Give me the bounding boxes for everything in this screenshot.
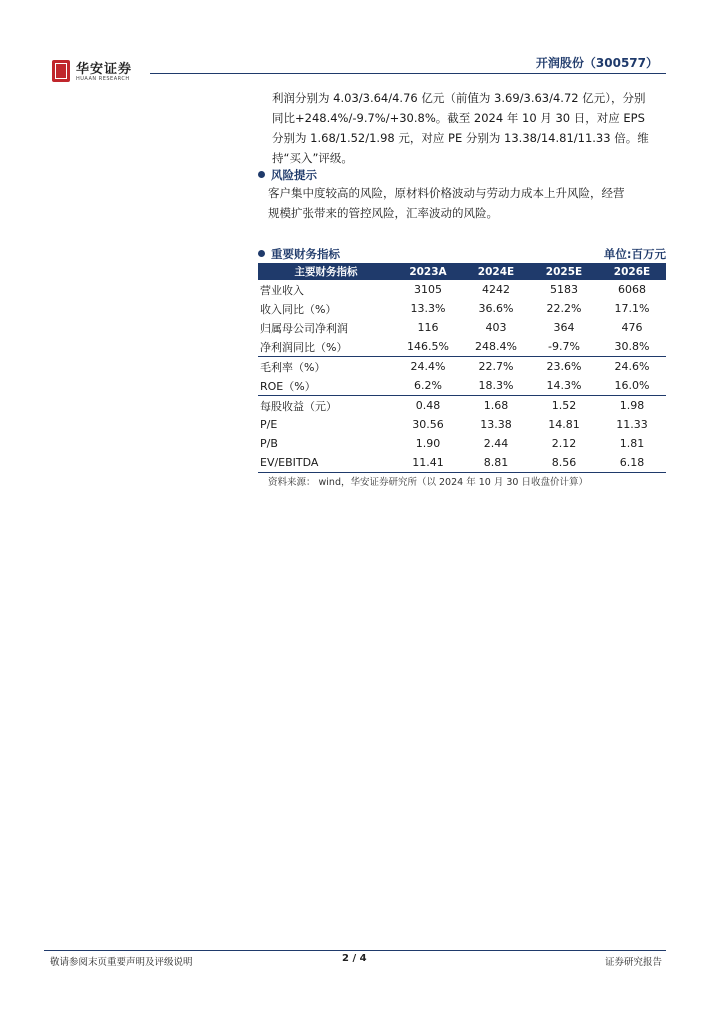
huaan-logo (52, 58, 148, 86)
table-cell: 248.4% (475, 340, 517, 353)
table-cell: 30.56 (412, 418, 444, 431)
table-cell: 476 (621, 321, 643, 334)
table-row (258, 299, 666, 318)
risk-paragraph (268, 183, 660, 223)
risk-heading (258, 167, 317, 183)
row-label: 毛利率（%） (258, 357, 394, 377)
table-cell: 11.33 (616, 418, 648, 431)
table-cell: 0.48 (394, 396, 462, 416)
table-row (258, 415, 666, 434)
table-row (258, 318, 666, 337)
source-note: 资料来源： wind，华安证券研究所（以 2024 年 10 月 30 日收盘价计算） (268, 477, 588, 488)
table-cell: 1.81 (619, 437, 645, 450)
table-row (258, 376, 666, 396)
intro-line: 持“买入”评级。 (272, 151, 353, 165)
table-cell: 8.81 (462, 453, 530, 473)
header-cell: 2026E (598, 263, 666, 280)
report-type: 证券研究报告 (604, 957, 662, 968)
row-label: 营业收入 (260, 283, 304, 297)
header-divider (150, 73, 666, 74)
page-number: 2 / 4 (342, 953, 367, 964)
table-cell: 6.18 (598, 453, 666, 473)
table-cell: 1.98 (598, 396, 666, 416)
footer-divider (44, 950, 666, 951)
table-cell: 2.44 (483, 437, 509, 450)
row-label: P/B (260, 437, 278, 450)
table-cell: 5183 (550, 283, 578, 296)
table-cell: 6.2% (414, 379, 442, 392)
table-cell: 3105 (414, 283, 442, 296)
risk-line: 客户集中度较高的风险，原材料价格波动与劳动力成本上升风险，经营 (268, 186, 625, 200)
risk-line: 规模扩张带来的管控风险，汇率波动的风险。 (268, 206, 498, 220)
header-cell: 2024E (462, 263, 530, 280)
financials-table (258, 263, 666, 473)
table-cell: 17.1% (614, 302, 650, 315)
table-row (258, 453, 666, 473)
table-cell: 116 (417, 321, 439, 334)
header-cell: 2025E (530, 263, 598, 280)
table-row (258, 434, 666, 453)
table-row (258, 396, 666, 416)
table-cell: 13.38 (480, 418, 512, 431)
row-label: 归属母公司净利润 (260, 321, 348, 335)
table-cell: 2.12 (551, 437, 577, 450)
intro-line: 利润分别为 4.03/3.64/4.76 亿元（前值为 3.69/3.63/4.72 亿元），分别 (272, 91, 646, 105)
risk-title: 风险提示 (271, 168, 317, 182)
unit-label: 单位:百万元 (603, 247, 666, 261)
table-cell: 1.90 (415, 437, 441, 450)
table-cell: 6068 (618, 283, 646, 296)
company-title: 开润股份（300577） (535, 56, 658, 70)
financials-heading (258, 246, 340, 262)
logo-subtext: HUAAN RESEARCH (76, 76, 130, 82)
bullet-icon (258, 171, 265, 178)
table-cell: 364 (553, 321, 575, 334)
logo-seal-icon (52, 60, 70, 82)
table-cell: 403 (485, 321, 507, 334)
table-cell: 22.2% (546, 302, 582, 315)
table-cell: 16.0% (614, 379, 650, 392)
table-cell: 30.8% (614, 340, 650, 353)
row-label: 净利润同比（%） (260, 340, 348, 354)
table-cell: 8.56 (530, 453, 598, 473)
intro-paragraph (272, 88, 664, 168)
row-label: ROE（%） (260, 379, 316, 393)
table-cell: 22.7% (462, 357, 530, 377)
intro-line: 同比+248.4%/-9.7%/+30.8%。截至 2024 年 10 月 30 日，对应 EPS (272, 111, 645, 125)
table-row (258, 337, 666, 357)
table-cell: 4242 (482, 283, 510, 296)
disclaimer-note: 敬请参阅末页重要声明及评级说明 (50, 957, 193, 968)
table-cell: 1.52 (530, 396, 598, 416)
header-cell: 2023A (394, 263, 462, 280)
table-cell: 13.3% (410, 302, 446, 315)
row-label: EV/EBITDA (258, 453, 394, 473)
table-cell: 14.3% (546, 379, 582, 392)
row-label: 收入同比（%） (260, 302, 337, 316)
table-cell: 146.5% (407, 340, 449, 353)
table-cell: 24.4% (394, 357, 462, 377)
bullet-icon (258, 250, 265, 257)
logo-text: 华安证券 (76, 62, 133, 77)
financials-title: 重要财务指标 (271, 247, 340, 261)
header-cell: 主要财务指标 (258, 263, 394, 280)
table-cell: 11.41 (394, 453, 462, 473)
table-cell: 18.3% (478, 379, 514, 392)
row-label: 每股收益（元） (258, 396, 394, 416)
table-cell: 23.6% (530, 357, 598, 377)
intro-line: 分别为 1.68/1.52/1.98 元，对应 PE 分别为 13.38/14.81/11.33 倍。维 (272, 131, 649, 145)
table-cell: 36.6% (478, 302, 514, 315)
row-label: P/E (260, 418, 278, 431)
table-row (258, 280, 666, 299)
table-cell: 24.6% (598, 357, 666, 377)
table-cell: -9.7% (548, 340, 580, 353)
table-cell: 1.68 (462, 396, 530, 416)
table-row (258, 357, 666, 377)
table-header-row (258, 263, 666, 280)
table-cell: 14.81 (548, 418, 580, 431)
